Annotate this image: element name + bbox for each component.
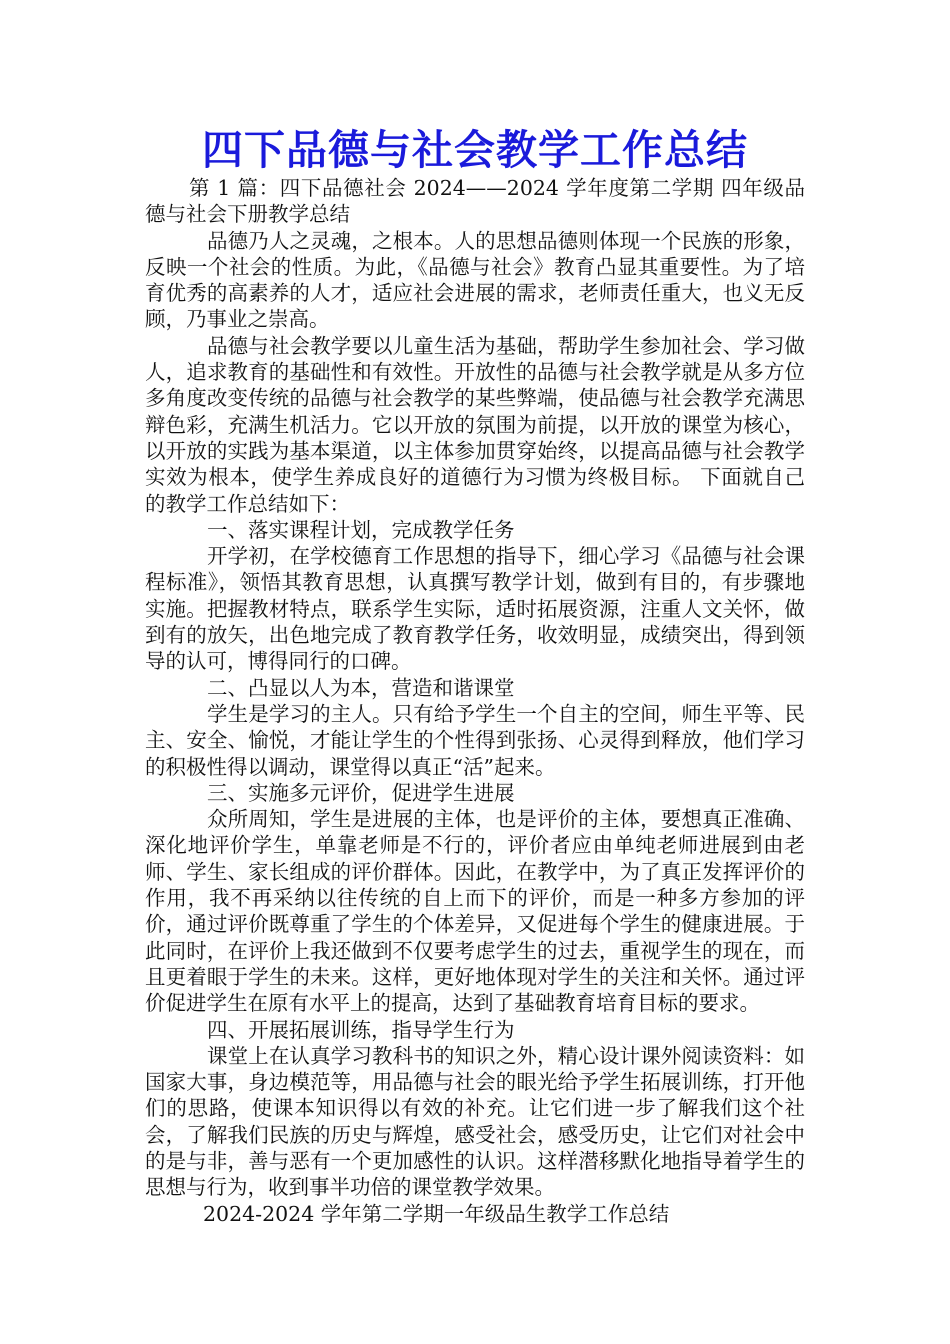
intro-line: 第 1 篇：四下品德社会 2024——2024 学年度第二学期 四年级品德与社会下册教学总结 [145, 176, 805, 227]
section-heading-1: 一、落实课程计划，完成教学任务 [207, 517, 515, 542]
paragraph-3: 开学初，在学校德育工作思想的指导下，细心学习《品德与社会课程标准》，领悟其教育思想，认真撰写教学计划，做到有目的，有步骤地实施。把握教材特点，联系学生实际，适时拓展资源，注重人文关怀，做到有的放矢，出色地完成了教育教学任务，收效明显，成绩突出，得到领导的认可，博得同行的口碑。 [145, 544, 805, 674]
section-heading-4: 四、开展拓展训练，指导学生行为 [207, 1017, 515, 1042]
section-heading-2: 二、凸显以人为本，营造和谐课堂 [207, 675, 515, 700]
next-article-title: 2024-2024 学年第二学期一年级品生教学工作总结 [203, 1201, 670, 1226]
paragraph-4: 学生是学习的主人。只有给予学生一个自主的空间，师生平等、民主、安全、愉悦，才能让学生的个性得到张扬、心灵得到释放，他们学习的积极性得以调动，课堂得以真正“活”起来。 [145, 701, 805, 779]
paragraph-5: 众所周知，学生是进展的主体，也是评价的主体，要想真正准确、深化地评价学生，单靠老师是不行的，评价者应由单纯老师进展到由老师、学生、家长组成的评价群体。因此，在教学中，为了真正发挥评价的作用，我不再采纳以往传统的自上而下的评价，而是一种多方参加的评价，通过评价既尊重了学生的个体差异，又促进每个学生的健康进展。于此同时，在评价上我还做到不仅要考虑学生的过去，重视学生的现在，而且更着眼于学生的未来。这样，更好地体现对学生的关注和关怀。通过评价促进学生在原有水平上的提高，达到了基础教育培育目标的要求。 [145, 807, 805, 1016]
paragraph-6: 课堂上在认真学习教科书的知识之外，精心设计课外阅读资料：如国家大事，身边模范等，用品德与社会的眼光给予学生拓展训练，打开他们的思路，使课本知识得以有效的补充。让它们进一步了解我们这个社会，了解我们民族的历史与辉煌，感受社会，感受历史，让它们对社会中的是与非，善与恶有一个更加感性的认识。这样潜移默化地指导着学生的思想与行为，收到事半功倍的课堂教学效果。 [145, 1043, 805, 1200]
document-title: 四下品德与社会教学工作总结 [202, 126, 748, 174]
document-body [145, 175, 805, 1227]
section-heading-3: 三、实施多元评价，促进学生进展 [207, 780, 515, 805]
paragraph-1: 品德乃人之灵魂，之根本。人的思想品德则体现一个民族的形象，反映一个社会的性质。为此，《品德与社会》教育凸显其重要性。为了培育优秀的高素养的人才，适应社会进展的需求，老师责任重大，也义无反顾，乃事业之崇高。 [145, 228, 805, 332]
paragraph-2: 品德与社会教学要以儿童生活为基础，帮助学生参加社会、学习做人，追求教育的基础性和有效性。开放性的品德与社会教学就是从多方位多角度改变传统的品德与社会教学的某些弊端，使品德与社会教学充满思辩色彩，充满生机活力。它以开放的氛围为前提，以开放的课堂为核心，以开放的实践为基本渠道，以主体参加贯穿始终，以提高品德与社会教学实效为根本，使学生养成良好的道德行为习惯为终极目标。 下面就自己的教学工作总结如下： [145, 333, 805, 516]
